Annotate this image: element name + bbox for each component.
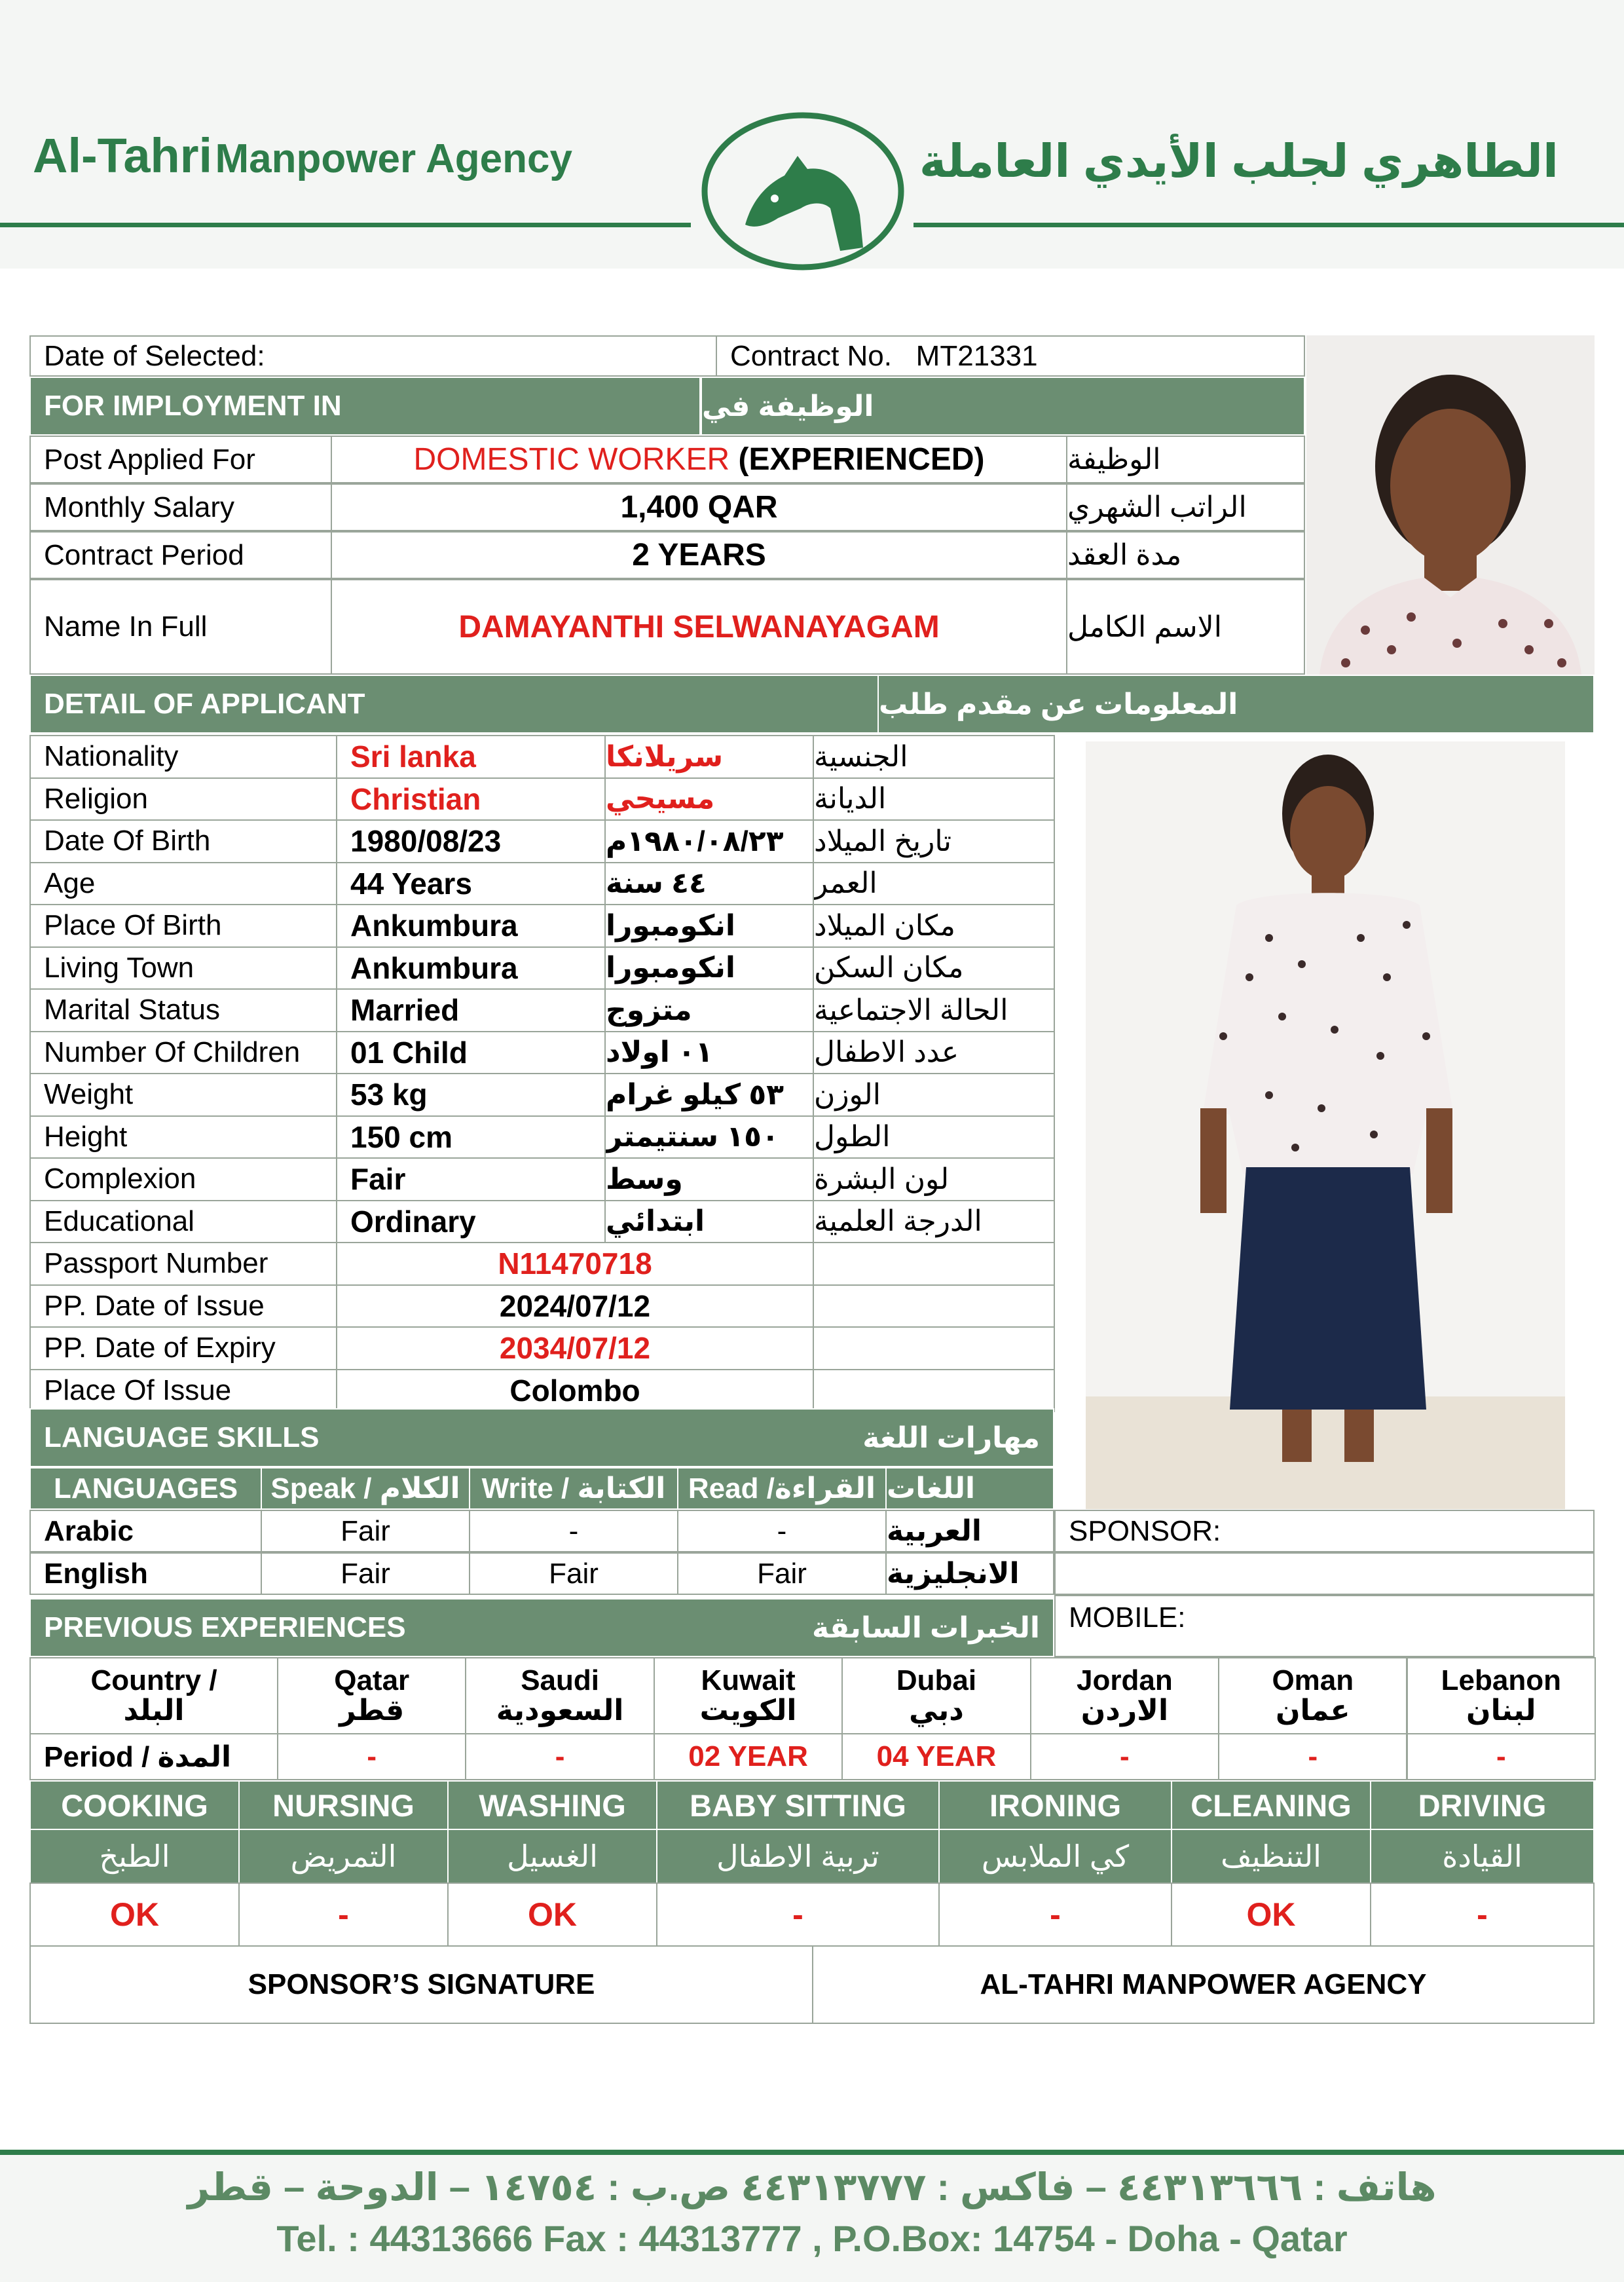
detail-value-text: Fair [350,1162,406,1197]
detail-label-ar-text: الديانة [814,783,887,815]
language-read [677,1552,887,1595]
language-name-ar [885,1552,1054,1595]
detail-value-ar-text: مسيحي [606,783,715,815]
language-speak [261,1552,470,1595]
contract-period-label-cell [29,531,332,579]
full-name-ar-cell [1066,579,1305,675]
applicant-portrait-photo [1306,335,1595,675]
detail-label-text: Number Of Children [44,1036,301,1068]
skill-value-text: - [338,1896,349,1933]
skill-name-ar-text: كي الملابس [981,1839,1130,1873]
passport-label [29,1326,337,1370]
country-name-en: Qatar [334,1664,410,1696]
country-name-en: Lebanon [1441,1664,1561,1696]
detail-label-ar-text: العمر [814,867,877,900]
language-speak-text: Fair [341,1557,390,1590]
applicant-title-en: DETAIL OF APPLICANT [44,688,365,720]
skill-name-ar [938,1829,1172,1884]
skill-name-en [938,1780,1172,1830]
language-header-cell-text: Write / الكتابة [481,1472,666,1505]
detail-value [336,946,606,990]
sponsor-blank-cell [1054,1552,1595,1595]
salary-label: Monthly Salary [44,491,235,523]
country-period-text: 02 YEAR [688,1740,808,1772]
passport-value-text: Colombo [509,1373,640,1408]
detail-value-ar-text: ٥٣ كيلو غرام [606,1078,784,1111]
contract-period-ar-cell [1066,531,1305,579]
skill-value [938,1882,1172,1947]
skill-value [1171,1882,1371,1947]
contract-period-label-ar: مدة العقد [1067,539,1182,571]
detail-label [29,946,337,990]
employment-section-title [29,377,701,436]
detail-label-ar [813,862,1055,906]
skill-name-ar-text: القيادة [1442,1839,1522,1873]
full-name-label: Name In Full [44,610,208,643]
language-write-text: - [568,1514,579,1547]
detail-value-ar [604,988,814,1032]
salary-label-cell [29,483,332,531]
passport-value-text: N11470718 [498,1246,652,1281]
detail-label-text: Date Of Birth [44,825,211,857]
detail-value-ar-text: ١٥٠ سنتيمتر [606,1121,779,1153]
detail-value-ar [604,946,814,990]
country-name-en: Oman [1272,1664,1354,1696]
detail-label-ar-text: الطول [814,1121,891,1153]
detail-value-text: Ankumbura [350,908,518,943]
country-cell [277,1657,466,1734]
detail-label-ar [813,1115,1055,1159]
skill-name-ar [238,1829,449,1884]
sponsor-signature-label: SPONSOR’S SIGNATURE [248,1968,595,2000]
country-name-ar: السعودية [496,1694,624,1727]
country-header-en: Country / [90,1664,217,1696]
full-name-value-cell [331,579,1067,675]
detail-value-ar-text: متزوج [606,994,692,1026]
skill-value [447,1882,657,1947]
contract-period-label: Contract Period [44,538,244,571]
detail-value-ar-text: انكومبورا [606,952,735,984]
detail-label-text: Educational [44,1205,194,1237]
language-header-cell [469,1467,678,1510]
detail-label-text: Age [44,867,96,899]
skill-value [238,1882,449,1947]
skill-name-ar [29,1829,240,1884]
country-cell [1407,1657,1596,1734]
detail-value [336,819,606,863]
skill-name-en-text: NURSING [272,1787,415,1823]
detail-value-ar [604,904,814,948]
passport-value-text: 2034/07/12 [499,1331,651,1366]
detail-label-text: Religion [44,782,148,815]
detail-value-text: Christian [350,781,481,816]
country-name-ar: الاردن [1080,1694,1169,1727]
skill-value [29,1882,240,1947]
detail-label [29,1157,337,1201]
detail-label-ar [813,1031,1055,1075]
detail-label [29,988,337,1032]
skill-value-text: OK [528,1896,577,1933]
detail-value-ar-text: انكومبورا [606,909,735,942]
detail-value-ar-text: ٠١ اولاد [606,1036,713,1069]
passport-label-text: Place Of Issue [44,1374,232,1406]
applicant-full-body-photo [1086,741,1565,1509]
contract-period-value-cell [331,531,1067,579]
language-name [29,1552,262,1595]
country-name-ar: الكويت [699,1694,797,1727]
passport-label-text: Passport Number [44,1247,268,1280]
country-cell [841,1657,1031,1734]
detail-label [29,862,337,906]
post-applied-qualifier: (EXPERIENCED) [738,442,985,477]
detail-value-text: Sri lanka [350,739,476,774]
language-speak-text: Fair [341,1514,390,1547]
post-applied-value: DOMESTIC WORKER [413,442,730,477]
language-header-cell-text: Read /القراءة [688,1472,876,1505]
detail-label-ar-text: الدرجة العلمية [814,1205,982,1238]
salary-label-ar: الراتب الشهري [1067,491,1247,523]
applicant-title-ar: المعلومات عن مقدم طلب [879,688,1238,720]
passport-value [336,1326,814,1370]
language-write [469,1552,678,1595]
detail-value-text: Ankumbura [350,950,518,985]
detail-label [29,819,337,863]
country-name-ar: دبي [909,1694,964,1727]
detail-label [29,1115,337,1159]
brand-name-primary: Al-Tahri [33,128,213,183]
language-read-text: - [777,1514,787,1547]
detail-value-ar-text: ٤٤ سنة [606,867,707,900]
skill-name-ar [1171,1829,1371,1884]
language-name-ar-text: العربية [887,1515,982,1547]
country-period [654,1733,843,1780]
detail-value-text: 1980/08/23 [350,824,502,859]
country-cell [654,1657,843,1734]
detail-value [336,862,606,906]
language-header-cell [677,1467,887,1510]
detail-label-text: Weight [44,1078,134,1111]
skill-name-en-text: DRIVING [1418,1787,1547,1823]
passport-label-text: PP. Date of Expiry [44,1332,276,1364]
detail-value [336,735,606,779]
country-period-text: - [367,1740,377,1772]
skill-value [1370,1882,1595,1947]
skill-name-en [29,1780,240,1830]
detail-label-text: Living Town [44,951,194,984]
detail-value-ar [604,1157,814,1201]
post-applied-label-cell [29,436,332,483]
skill-name-ar-text: التنظيف [1221,1839,1321,1873]
detail-label-ar-text: الحالة الاجتماعية [814,994,1008,1026]
skill-name-en-text: WASHING [479,1787,626,1823]
skill-name-ar-text: الطبخ [99,1839,170,1873]
detail-label-ar [813,946,1055,990]
employment-section-title-ar [701,377,1305,436]
skill-name-en-text: BABY SITTING [690,1787,906,1823]
country-period [465,1733,654,1780]
period-header-cell [29,1733,278,1780]
passport-label [29,1242,337,1286]
passport-blank [813,1284,1055,1328]
detail-label-ar [813,819,1055,863]
skill-name-ar-text: التمريض [290,1839,397,1873]
detail-label-ar [813,904,1055,948]
detail-value-ar [604,1031,814,1075]
detail-label-text: Complexion [44,1163,196,1195]
passport-label [29,1284,337,1328]
language-header-cell-text: اللغات [887,1472,976,1505]
skill-name-en-text: CLEANING [1190,1787,1352,1823]
country-name-ar: قطر [339,1694,405,1727]
contract-number-cell [716,335,1305,377]
date-of-selected-label: Date of Selected: [44,339,265,372]
detail-label-text: Height [44,1120,128,1153]
detail-value-text: 01 Child [350,1035,468,1070]
passport-value-text: 2024/07/12 [499,1288,651,1323]
country-name-en: Kuwait [701,1664,796,1696]
footer-contact-en: Tel. : 44313666 Fax : 44313777 , P.O.Box: 14754 - Doha - Qatar [276,2218,1348,2259]
skill-value-text: - [1050,1896,1061,1933]
passport-value [336,1242,814,1286]
detail-value-ar [604,1073,814,1117]
employment-title-en: FOR IMPLOYMENT IN [44,390,342,422]
detail-value [336,1157,606,1201]
skill-name-en-text: IRONING [989,1787,1122,1823]
detail-value-text: Ordinary [350,1204,476,1239]
language-name-text: Arabic [44,1514,134,1547]
language-name-ar [885,1510,1054,1552]
language-speak [261,1510,470,1552]
language-name [29,1510,262,1552]
employment-title-ar: الوظيفة في [702,390,874,422]
detail-label [29,904,337,948]
country-period [277,1733,466,1780]
detail-label-ar-text: مكان الميلاد [814,909,956,942]
country-period [1407,1733,1596,1780]
language-header-cell [29,1467,262,1510]
detail-label [29,1031,337,1075]
language-write [469,1510,678,1552]
skill-name-ar [1370,1829,1595,1884]
detail-value-ar-text: ١٩٨٠/٠٨/٢٣م [606,825,784,857]
country-name-ar: لبنان [1466,1694,1536,1727]
skill-name-ar-text: الغسيل [507,1839,598,1873]
detail-value-ar-text: سريلانكا [606,740,724,773]
date-of-selected-cell [29,335,717,377]
detail-label [29,1073,337,1117]
skill-name-en [447,1780,657,1830]
skill-value-text: OK [1246,1896,1296,1933]
brand-name-en [33,128,572,183]
sponsor-label: SPONSOR: [1069,1515,1221,1547]
detail-value [336,988,606,1032]
country-period [1030,1733,1219,1780]
detail-label-text: Nationality [44,740,179,773]
detail-label-text: Marital Status [44,994,220,1026]
detail-label [29,735,337,779]
mobile-cell [1054,1595,1595,1657]
full-name-label-cell [29,579,332,675]
detail-value [336,1073,606,1117]
applicant-section-title-ar [877,675,1595,734]
country-period-text: - [1308,1740,1318,1772]
language-name-text: English [44,1557,148,1590]
passport-label-text: PP. Date of Issue [44,1289,265,1322]
country-header-ar: البلد [123,1694,185,1727]
skill-name-ar [447,1829,657,1884]
passport-blank [813,1242,1055,1286]
detail-label [29,1200,337,1244]
country-header-cell [29,1657,278,1734]
detail-value [336,777,606,821]
detail-label-ar-text: عدد الاطفال [814,1036,959,1069]
country-period-text: - [555,1740,565,1772]
detail-value-ar [604,1115,814,1159]
salary-ar-cell [1066,483,1305,531]
footer-contact-ar: هاتف : ٤٤٣١٣٦٦٦ – فاكس : ٤٤٣١٣٧٧٧ ص.ب : ١٤٧٥٤ – الدوحة – قطر [187,2166,1437,2209]
detail-label-text: Place Of Birth [44,909,222,942]
country-period-text: - [1120,1740,1130,1772]
agency-signature-label: AL-TAHRI MANPOWER AGENCY [980,1968,1427,2000]
skill-value [656,1882,940,1947]
detail-value-text: 150 cm [350,1119,453,1154]
country-name-ar: عمان [1275,1694,1350,1727]
contract-number-value: MT21331 [915,339,1038,372]
post-applied-label: Post Applied For [44,443,255,476]
skill-name-en-text: COOKING [61,1787,208,1823]
header-rule-left [0,223,691,227]
agency-signature-cell [812,1945,1595,2024]
experience-section-title [29,1598,1054,1657]
detail-value-ar-text: ابتدائي [606,1205,705,1238]
experience-title-en: PREVIOUS EXPERIENCES [44,1611,406,1643]
sponsor-signature-cell [29,1945,813,2024]
detail-value-ar [604,735,814,779]
period-header-cell-text: Period / المدة [44,1740,232,1773]
detail-label-ar [813,988,1055,1032]
language-name-ar-text: الانجليزية [887,1558,1020,1590]
detail-label-ar-text: الوزن [814,1078,881,1111]
post-applied-label-ar: الوظيفة [1067,443,1161,476]
experience-title-ar: الخبرات السابقة [812,1611,1040,1644]
full-name-label-ar: الاسم الكامل [1067,610,1222,643]
language-section-title [29,1408,1054,1467]
language-write-text: Fair [549,1557,599,1590]
passport-blank [813,1369,1055,1413]
country-cell [465,1657,654,1734]
detail-label-ar-text: تاريخ الميلاد [814,825,951,857]
skill-name-en [1370,1780,1595,1830]
detail-value-ar [604,777,814,821]
language-title-en: LANGUAGE SKILLS [44,1421,320,1453]
contract-number-label: Contract No. [730,339,892,372]
country-cell [1030,1657,1219,1734]
detail-label-ar [813,1200,1055,1244]
country-period-text: 04 YEAR [876,1740,997,1772]
contract-period-value: 2 YEARS [632,538,766,572]
detail-value-ar [604,862,814,906]
language-header-cell [885,1467,1054,1510]
skill-name-ar [656,1829,940,1884]
detail-value [336,904,606,948]
detail-label-ar [813,777,1055,821]
detail-value [336,1031,606,1075]
salary-value-cell [331,483,1067,531]
language-header-cell [261,1467,470,1510]
country-name-en: Saudi [521,1664,599,1696]
country-period [1218,1733,1407,1780]
skill-name-en [1171,1780,1371,1830]
detail-value [336,1115,606,1159]
detail-value-text: 44 Years [350,866,472,901]
skill-name-en [238,1780,449,1830]
brand-name-ar: الطاهري لجلب الأيدي العاملة [919,136,1559,187]
detail-value-ar-text: وسط [606,1163,683,1195]
language-header-cell-text: LANGUAGES [53,1472,238,1505]
detail-label-ar [813,735,1055,779]
skill-value-text: OK [110,1896,159,1933]
passport-value [336,1369,814,1413]
detail-label-ar [813,1073,1055,1117]
footer-rule [0,2150,1624,2155]
detail-value [336,1200,606,1244]
detail-label [29,777,337,821]
skill-value-text: - [1477,1896,1488,1933]
detail-value-text: 53 kg [350,1077,428,1112]
detail-label-ar [813,1157,1055,1201]
detail-label-ar-text: لون البشرة [814,1163,950,1195]
post-applied-value-cell [331,436,1067,483]
post-applied-ar-cell [1066,436,1305,483]
country-cell [1218,1657,1407,1734]
detail-label-ar-text: مكان السكن [814,952,964,984]
full-name-value: DAMAYANTHI SELWANAYAGAM [458,609,940,645]
language-title-ar: مهارات اللغة [862,1421,1040,1454]
skill-name-ar-text: تربية الاطفال [716,1839,879,1873]
sponsor-cell [1054,1510,1595,1552]
passport-value [336,1284,814,1328]
header-rule-right [913,223,1624,227]
skill-value-text: - [792,1896,803,1933]
language-read-text: Fair [757,1557,807,1590]
applicant-section-title [29,675,881,734]
country-period [841,1733,1031,1780]
detail-value-ar [604,819,814,863]
language-read [677,1510,887,1552]
horse-head-logo-icon [699,110,906,272]
detail-value-text: Married [350,993,460,1028]
detail-label-ar-text: الجنسية [814,740,908,773]
passport-blank [813,1326,1055,1370]
mobile-label: MOBILE: [1069,1601,1186,1634]
salary-value: 1,400 QAR [620,490,778,525]
country-name-en: Jordan [1077,1664,1173,1696]
country-name-en: Dubai [896,1664,977,1696]
country-period-text: - [1496,1740,1506,1772]
language-header-cell-text: Speak / الكلام [270,1472,460,1505]
passport-label [29,1369,337,1413]
skill-name-en [656,1780,940,1830]
brand-name-secondary: Manpower Agency [215,136,572,181]
detail-value-ar [604,1200,814,1244]
